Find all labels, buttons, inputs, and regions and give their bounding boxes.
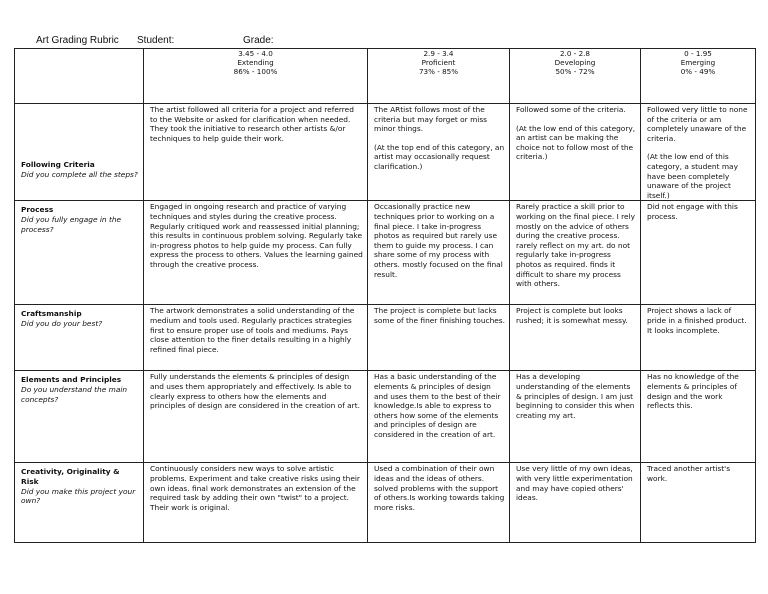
column-header-proficient [368,49,510,104]
descriptor-text: Traced another artist's work. [647,464,731,483]
criterion-cell [15,201,144,305]
criteria-header-cell [15,49,144,104]
criterion-question: Did you complete all the steps? [21,169,138,179]
descriptor-cell [510,305,641,371]
column-percent: 73% - 85% [418,66,459,76]
criterion-question: Did you make this project your own? [21,486,136,506]
descriptor-text: The project is complete but lacks some of the finer finishing touches. [374,306,505,325]
column-level: Extending [237,57,274,67]
rubric-table [14,48,756,543]
descriptor-cell [641,104,756,201]
column-level: Proficient [421,57,456,67]
descriptor-text: Fully understands the elements & principles of design and uses them appropriately and effectively. Is able to clearly express to others how the elements and principles of design are considered in the creation of art. [150,372,360,411]
descriptor-text: Use very little of my own ideas, with very little experimentation and may have copied others' ideas. [516,464,633,503]
descriptor-note: (At the top end of this category, an artist may occasionally request clarification.) [374,142,505,171]
column-range: 2.9 - 3.4 [423,49,454,58]
descriptor-text: Has a basic understanding of the elements & principles of design and uses them to the best of their knowledge.Is able to express to others how some of the elements and principles of design are considered in the creation of art. [374,372,501,439]
criterion-name: Elements and Principles [21,375,122,385]
column-level: Emerging [680,57,716,67]
descriptor-cell [368,305,510,371]
descriptor-text: Continuously considers new ways to solve artistic problems. Experiment and take creative risks using their own ideas. final work demonstrates an extension of the required task by adding their own "twist" to a project. Their work is original. [150,464,360,512]
rubric-row-creativity [15,463,756,543]
descriptor-cell [641,463,756,543]
descriptor-text: The ARtist follows most of the criteria but may forget or miss minor things. [374,105,488,134]
descriptor-cell [641,305,756,371]
rubric-row-craftsmanship [15,305,756,371]
column-percent: 0% - 49% [680,66,716,76]
descriptor-text: Followed some of the criteria. [516,105,626,114]
descriptor-cell [144,305,368,371]
descriptor-text: Occasionally practice new techniques prior to working on a final piece. I take in-progress photos as required but rarely use them to guide my process. I can share some of my process with others. mostly focused on the final result. [374,202,503,279]
descriptor-cell [641,201,756,305]
descriptor-text: Engaged in ongoing research and practice of varying techniques and styles during the creative process. Regularly critiqued work and reassessed initial planning; this results in continuous problem solving. Regularly take in-progress photos to help guide my process. Can fully express the process to others. Values the learning gained through the creative process. [150,202,363,269]
rubric-title: Art Grading Rubric [36,35,119,46]
descriptor-text: Used a combination of their own ideas and the ideas of others. solved problems with the support of others.Is working towards taking more risks. [374,464,505,512]
rubric-header [0,35,768,49]
descriptor-cell [510,104,641,201]
descriptor-text: The artwork demonstrates a solid understanding of the medium and tools used. Regularly practices strategies first to ensure proper use of tools and mediums. Pays close attention to the finer details resulting in a highly refined final piece. [150,306,355,354]
column-header-emerging [641,49,756,104]
criterion-name: Process [21,205,54,215]
criterion-cell [15,371,144,463]
column-range: 3.45 - 4.0 [238,49,273,58]
criterion-name: Craftsmanship [21,309,82,319]
descriptor-text: Did not engage with this process. [647,202,738,221]
descriptor-cell [368,371,510,463]
descriptor-note: (At the low end of this category, an artist can be making the choice not to follow most of the criteria.) [516,123,636,162]
criterion-question: Did you do your best? [21,318,103,328]
grade-label: Grade: [243,35,274,46]
criterion-question: Did you fully engage in the process? [21,214,122,234]
column-range: 0 - 1.95 [684,49,712,58]
descriptor-text: Has no knowledge of the elements & principles of design and the work reflects this. [647,372,739,411]
descriptor-cell [510,201,641,305]
rubric-row-process [15,201,756,305]
descriptor-cell [510,463,641,543]
descriptor-cell [144,463,368,543]
descriptor-text: The artist followed all criteria for a project and referred to the Website or asked for clarification when needed. They took the initiative to research other artists &/or techniques to help guide their work. [150,105,354,143]
criterion-cell [15,104,144,201]
criterion-name: Following Criteria [21,160,95,169]
criterion-question: Do you understand the main concepts? [21,384,128,404]
criterion-cell [15,463,144,543]
criterion-cell [15,305,144,371]
descriptor-cell [144,201,368,305]
column-percent: 50% - 72% [555,66,595,76]
descriptor-cell [368,463,510,543]
column-range: 2.0 - 2.8 [559,49,591,58]
column-level: Developing [554,57,596,67]
descriptor-note: (At the low end of this category, a student may have been completely unaware of the project itself.) [647,152,738,200]
column-percent: 86% - 100% [233,66,278,76]
column-header-extending [144,49,368,104]
descriptor-cell [641,371,756,463]
descriptor-text: Project shows a lack of pride in a finished product. It looks incomplete. [647,306,747,335]
descriptor-cell [368,104,510,201]
criterion-name: Creativity, Originality & Risk [21,467,120,486]
descriptor-cell [368,201,510,305]
rubric-row-elements-principles [15,371,756,463]
descriptor-text: Project is complete but looks rushed; it is somewhat messy. [516,306,628,325]
descriptor-text: Has a developing understanding of the elements & principles of design. I am just beginning to consider this when creating my art. [516,372,635,420]
student-label: Student: [137,35,175,46]
descriptor-text: Followed very little to none of the criteria or am completely unaware of the criteria. [647,105,748,143]
column-header-row [15,49,756,104]
column-header-developing [510,49,641,104]
descriptor-cell [144,104,368,201]
descriptor-cell [510,371,641,463]
descriptor-text: Rarely practice a skill prior to working on the final piece. I rely mostly on the advice of others during the creative process. rarely reflect on my art. do not regularly take in-progress photos as required. finds it difficult to share my process with others. [516,202,635,289]
descriptor-cell [144,371,368,463]
rubric-row-following-criteria [15,104,756,201]
